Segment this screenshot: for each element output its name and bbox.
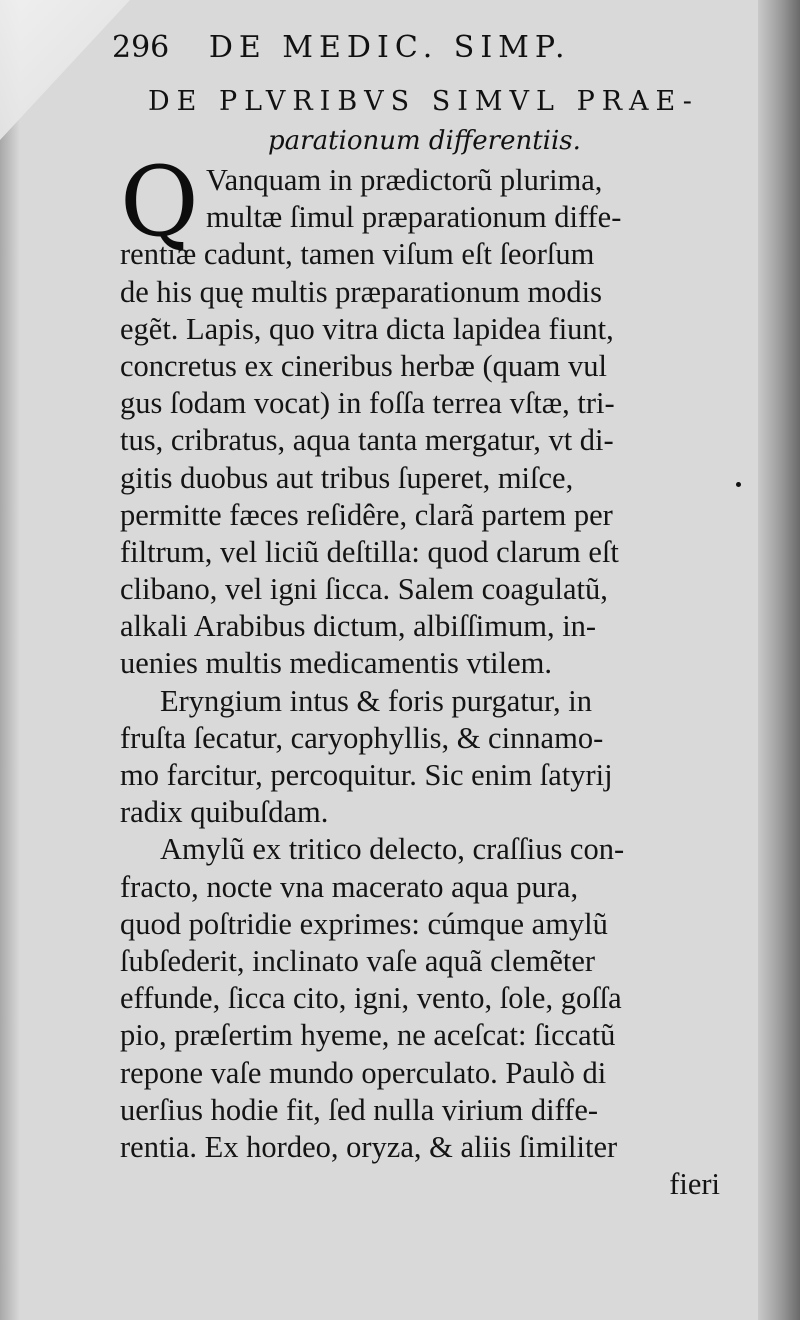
text-line: gus ſodam vocat) in foſſa terrea vſtæ, tri- [120, 386, 615, 421]
text-line: Vanquam in prædictorũ plurima, [206, 163, 603, 197]
text-line: concretus ex cineribus herbæ (quam vul [120, 348, 608, 383]
paragraph-3 [120, 831, 720, 1166]
text-line: rentia. Ex hordeo, oryza, & aliis ſimiliter [120, 1129, 618, 1164]
running-title: DE MEDIC. SIMP. [208, 30, 571, 65]
body-text [120, 146, 720, 1203]
text-line: alkali Arabibus dictum, albiſſimum, in- [120, 609, 597, 644]
text-line: repone vaſe mundo operculato. Paulò di [120, 1055, 607, 1090]
text-line: uenies multis medicamentis vtilem. [120, 646, 553, 681]
text-line: radix quibuſdam. [120, 795, 329, 830]
text-line: Eryngium intus & foris purgatur, in [160, 683, 592, 718]
text-line: multæ ſimul præparationum diffe- [206, 200, 622, 235]
page-number: 296 [112, 30, 170, 65]
folded-corner [0, 0, 130, 140]
text-line: gitis duobus aut tribus ſuperet, miſce, [120, 460, 574, 495]
page-right-gutter [758, 0, 800, 1320]
text-line: egẽt. Lapis, quo vitra dicta lapidea fiunt, [120, 311, 614, 346]
text-line: de his quę multis præparationum modis [120, 274, 603, 309]
text-line: effunde, ſicca cito, igni, vento, ſole, goſſa [120, 981, 622, 1016]
paragraph-2 [120, 683, 720, 832]
text-line: pio, præſertim hyeme, ne aceſcat: ſiccatũ [120, 1018, 616, 1053]
text-line: rentiæ cadunt, tamen viſum eſt ſeorſum [120, 237, 595, 272]
section-heading: DE PLVRIBVS SIMVL PRAE- [148, 86, 699, 117]
text-line: filtrum, vel liciũ deſtilla: quod clarum eſt [120, 534, 619, 569]
text-line: tus, cribratus, aqua tanta mergatur, vt di- [120, 423, 614, 458]
text-line: fracto, nocte vna macerato aqua pura, [120, 869, 579, 904]
text-line: permitte fæces reſidêre, clarã partem per [120, 497, 613, 532]
running-header [112, 30, 712, 65]
ink-speck [736, 482, 741, 487]
text-line: mo farcitur, percoquitur. Sic enim ſatyrij [120, 758, 613, 792]
text-line: quod poſtridie exprimes: cúmque amylũ [120, 906, 608, 941]
text-line: fruſta ſecatur, caryophyllis, & cinnamo- [120, 720, 604, 755]
drop-cap: Q [120, 146, 199, 258]
text-line: uerſius hodie fit, ſed nulla virium diffe- [120, 1092, 599, 1127]
text-line: ſubſederit, inclinato vaſe aquã clemẽter [120, 943, 596, 978]
catchword: fieri [669, 1167, 720, 1202]
text-line: clibano, vel igni ſicca. Salem coagulatũ, [120, 572, 608, 607]
paragraph-1 [120, 146, 720, 683]
section-subheading: parationum differentiis. [268, 126, 581, 156]
text-line: Amylũ ex tritico delecto, craſſius con- [160, 832, 625, 867]
page-left-shadow [0, 0, 20, 1320]
